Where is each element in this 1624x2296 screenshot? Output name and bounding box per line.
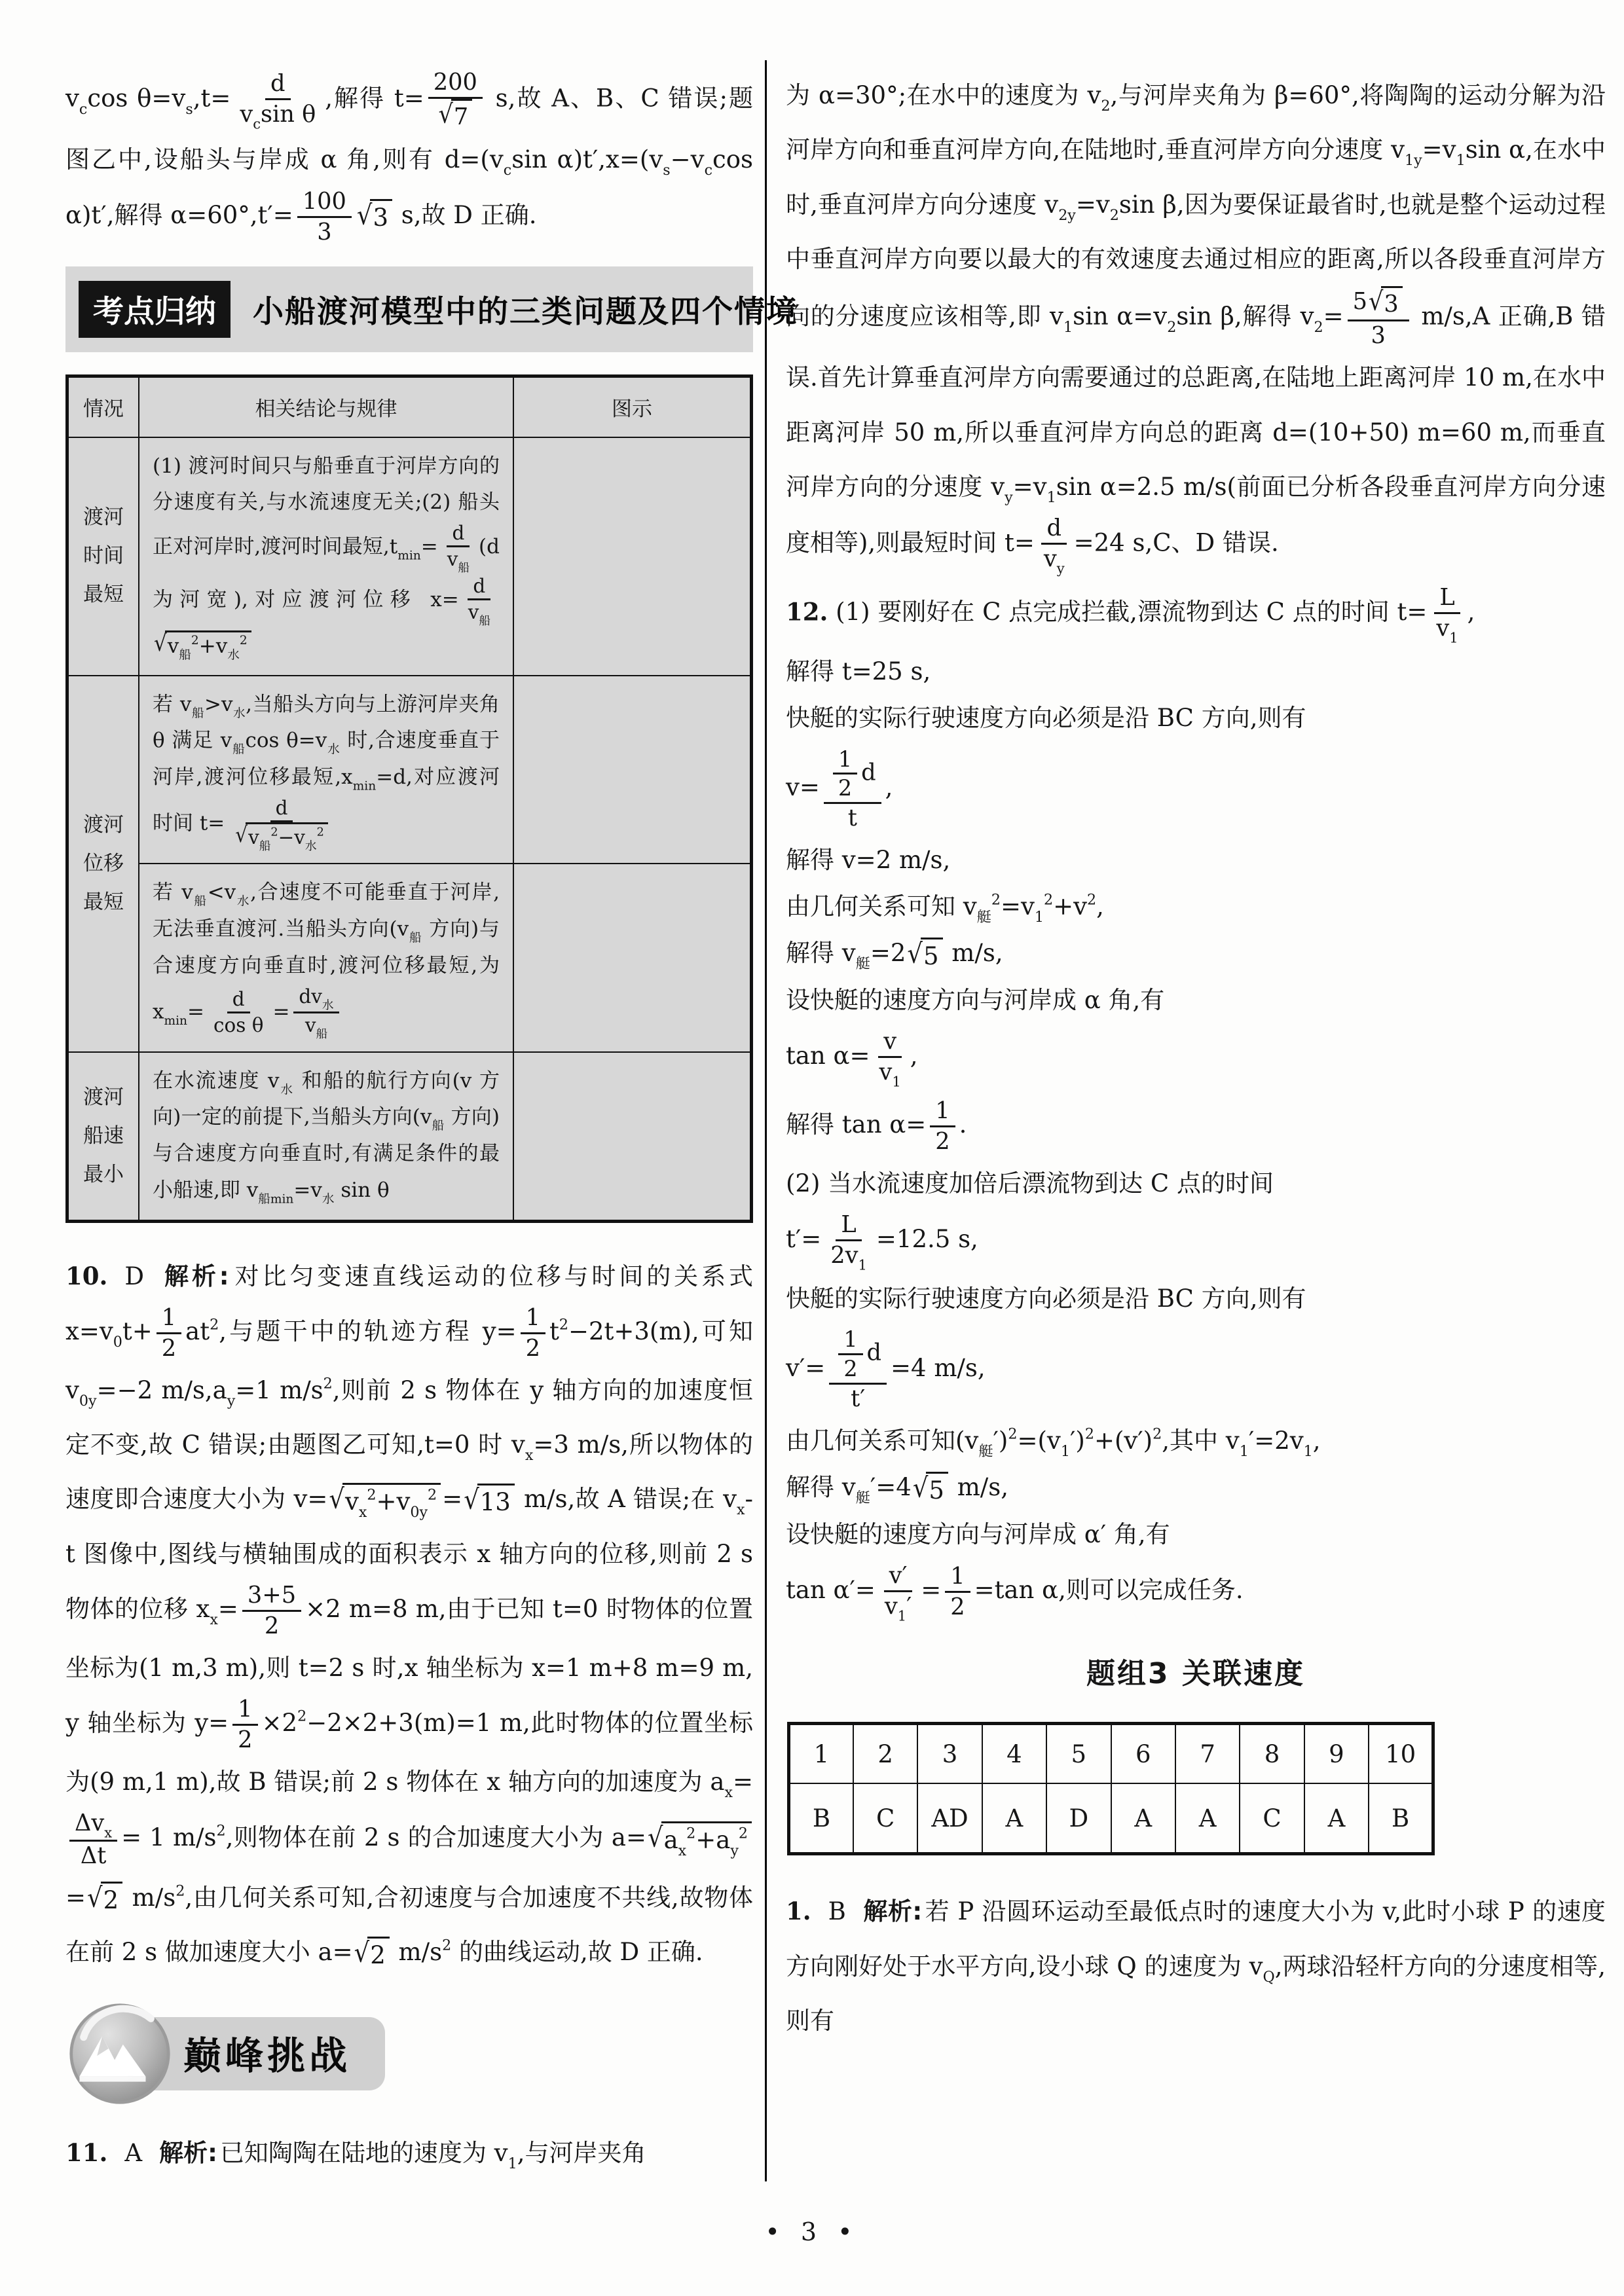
problem-12-line xyxy=(786,934,1606,972)
problem-12-line-text: 解得 t=25 s, xyxy=(786,657,931,686)
peak-challenge-label: 巅峰挑战 xyxy=(138,2017,385,2090)
answer-question-number: 8 xyxy=(1240,1724,1304,1784)
problem-12-line-text: 解得 $v_艇'=4$ √ 5 m/s, xyxy=(786,1471,1008,1507)
boat-model-table xyxy=(65,374,753,1223)
table-row xyxy=(67,676,752,864)
problem-12-line xyxy=(786,1468,1606,1506)
problem-12-line xyxy=(786,1421,1606,1460)
problem-12-line-text: 解得 v=2 m/s, xyxy=(786,846,951,875)
diagram-cell xyxy=(513,437,752,676)
conclusion-min-displacement-a: 若 $v_船>v_水$,当船头方向与上游河岸夹角 θ 满足 $v_船\cos$ $\theta=v_水$ 时,合速度垂直于河岸,渡河位移最短$,x_{min}=d$,对应渡河时间 t= d √ $v_船^2-v_水^2$ xyxy=(139,676,513,864)
problem-12-line xyxy=(786,1279,1606,1318)
problem-12-line xyxy=(786,1027,1606,1089)
situation-min-displacement: 渡河位移最短 xyxy=(67,676,139,1052)
problem-11-body: 已知陶陶在陆地的速度为 $v_1$,与河岸夹角 xyxy=(219,2139,646,2173)
problem-1-body: 若 P 沿圆环运动至最低点时的速度大小为 v,此时小球 P 的速度方向刚好处于水平方向,设小球 Q 的速度为 $v_Q$,两球沿轻杆方向的分速度相等,则有 xyxy=(786,1897,1606,2035)
conclusion-min-displacement-b: 若 $v_船<v_水$,合速度不可能垂直于河岸,无法垂直渡河.当船头方向($v_船$ 方向)与合速度方向垂直时,渡河位移最短,为 $x_{min}=$ $\frac{d}{\text{cos θ}}$ = $\frac{dv_水}{v_船}$ xyxy=(139,864,513,1051)
problem-12-line-text: 解得 $v_艇=2$ √ 5 m/s, xyxy=(786,938,1003,973)
problem-12-line-text: v′= $\frac{1}{2}$ d t′ =4 m/s, xyxy=(786,1326,986,1412)
answer-cell: D xyxy=(1046,1783,1111,1854)
problem-12-line-text: 解得 tan α= $\frac{1}{2}$ . xyxy=(786,1097,967,1155)
answer-question-number: 7 xyxy=(1175,1724,1240,1784)
problem-10-answer: D xyxy=(124,1262,145,1290)
problem-11-answer: A xyxy=(124,2139,143,2168)
problem-10-body: 对比匀变速直线运动的位移与时间的关系式 $x=v_0t+$ $\frac{1}{2}$ $at^2$,与题干中的轨迹方程 y= $\frac{1}{2}$ $t^2-2t+3(m)$,可知 $v_{0y}=-2$ $m/s,a_y=1$ $m/s^2$,则前 2 s 物体在 y 轴方向的加速度恒定不变,故 C 错误;由题图乙可知,t=0 时 $v_x=3$ m/s,所以物体的速度即合速度大小为 v= √ $v_x^2+v_{0y}^2$ = √ 13 m/s,故 A 错误;在 $v_x-t$ 图像中,图线与横轴围成的面积表示 x 轴方向的位移,则前 2 s 物体的位移 $x_x=$ $\frac{3+5}{2}$ ×2 m=8 m,由于已知 t=0 时物体的位置坐标为(1 m,3 m),则 t=2 s 时,x 轴坐标为 x=1 m+8 m=9 m, y 轴坐标为 y= $\frac{1}{2}$ $\times 2^2-2\times 2+3(m)=1$ m,此时物体的位置坐标为(9 m,1 m),故 B 错误;前 2 s 物体在 x 轴方向的加速度为 $a_x=$ $\frac{\Delta v_x}{\Delta t}$ = 1 $m/s^2$,则物体在前 2 s 的合加速度大小为 a= √ $a_x^2+a_y^2$ = √ 2 $m/s^2$,由几何关系可知,合初速度与合加速度不共线,故物体在前 2 s 做加速度大小 a= √ 2 $m/s^2$ 的曲线运动,故 D 正确. xyxy=(65,1262,753,1966)
problem-12-line-text: (2) 当水流速度加倍后漂流物到达 C 点的时间 xyxy=(786,1169,1274,1197)
peak-challenge-badge xyxy=(68,2001,753,2106)
conclusion-min-time: (1) 渡河时间只与船垂直于河岸方向的分速度有关,与水流速度无关;(2) 船头正对河岸时,渡河时间最短$,t_{min}=$ $\frac{d}{v_船}$ (d 为河宽),对应渡河位移 x= $\frac{d}{v_船}$ √ $v_船^2+v_水^2$ xyxy=(139,437,513,676)
problem-12-line xyxy=(786,699,1606,737)
diagram-cell xyxy=(513,676,752,864)
answer-cell: C xyxy=(1240,1783,1304,1854)
problem-12-line-text: tan α′= $\frac{v'}{v_1'}$ = $\frac{1}{2}$ =tan α,则可以完成任务. xyxy=(786,1561,1244,1624)
problem-12-line-text: 设快艇的速度方向与河岸成 α′ 角,有 xyxy=(786,1520,1170,1548)
model-table-header-situation: 情况 xyxy=(67,376,139,437)
answer-cell: AD xyxy=(917,1783,982,1854)
answer-cell: A xyxy=(1304,1783,1369,1854)
analysis-label: 解析: xyxy=(159,2139,217,2168)
key-points-header xyxy=(65,266,798,352)
answer-value-row xyxy=(789,1783,1433,1854)
problem-12-line xyxy=(786,746,1606,833)
model-table-header-conclusion: 相关结论与规律 xyxy=(139,376,513,437)
answer-question-number: 9 xyxy=(1304,1724,1369,1784)
problem-12-line xyxy=(786,652,1606,691)
problem-12-line xyxy=(786,1326,1606,1413)
problem-12-line xyxy=(786,1097,1606,1156)
problem-12-line xyxy=(786,1561,1606,1623)
analysis-label: 解析: xyxy=(161,1262,229,1290)
model-table-header-row xyxy=(67,376,752,437)
answer-cell: A xyxy=(1111,1783,1175,1854)
right-column xyxy=(786,68,1606,2052)
column-divider xyxy=(765,60,767,2181)
answer-cell: B xyxy=(1369,1783,1433,1854)
answer-question-number: 3 xyxy=(917,1724,982,1784)
answer-header-row xyxy=(789,1724,1433,1784)
problem-1-number: 1. xyxy=(786,1897,811,1926)
problem-1 xyxy=(786,1884,1606,2048)
problem-10-number: 10. xyxy=(65,1261,108,1290)
page-number: • 3 • xyxy=(765,2217,859,2246)
conclusion-min-boat-speed: 在水流速度 $v_水$ 和船的航行方向(v 方向)一定的前提下,当船头方向($v_船$ 方向)与合速度方向垂直时,有满足条件的最小船速,即 $v_{船min}=v_水$ sin θ xyxy=(139,1052,513,1222)
answer-question-number: 10 xyxy=(1369,1724,1433,1784)
answer-cell: B xyxy=(789,1783,853,1854)
answer-cell: C xyxy=(853,1783,917,1854)
problem-12-line-text: 快艇的实际行驶速度方向必须是沿 BC 方向,则有 xyxy=(786,1285,1306,1313)
mountain-peak-icon xyxy=(68,2002,172,2105)
problem-12-line xyxy=(786,1211,1606,1272)
problem-12-line xyxy=(786,583,1606,645)
problem-11-continuation: 为 α=30°;在水中的速度为 $v_2$,与河岸夹角为 β=60°,将陶陶的运动分解为沿河岸方向和垂直河岸方向,在陆地时,垂直河岸方向分速度 $v_{1y}=v_1\sin$ α,在水中时,垂直河岸方向分速度 $v_{2y}=v_2\sin$ β,因为要保证最省时,也就是整个运动过程中垂直河岸方向要以最大的有效速度去通过相应的距离,所以各段垂直河岸方向的分速度应该相等,即 $v_1\sin$ $\alpha=v_2\sin$ β,解得 $v_2=$ 5 √ 3 3 m/s,A 正确,B 错误.首先计算垂直河岸方向需要通过的总距离,在陆地上距离河岸 10 m,在水中距离河岸 50 m,所以垂直河岸方向总的距离 d=(10+50) m=60 m,而垂直河岸方向的分速度 $v_y=v_1\sin$ α=2.5 m/s(前面已分析各段垂直河岸方向分速度相等),则最短时间 t= $\frac{d}{v_y}$ =24 s,C、D 错误. xyxy=(786,81,1606,577)
situation-min-time: 渡河时间最短 xyxy=(67,437,139,676)
answer-question-number: 4 xyxy=(982,1724,1046,1784)
key-points-title: 小船渡河模型中的三类问题及四个情境 xyxy=(253,293,798,330)
diagram-cell xyxy=(513,1052,752,1222)
problem-12-line-text: 快艇的实际行驶速度方向必须是沿 BC 方向,则有 xyxy=(786,704,1306,733)
key-points-badge: 考点归纳 xyxy=(79,281,231,338)
problem-12-line-text: t′= $\frac{L}{2v_1}$ =12.5 s, xyxy=(786,1211,978,1273)
answer-question-number: 5 xyxy=(1046,1724,1111,1784)
problem-12-line xyxy=(786,1515,1606,1554)
problem-12-line xyxy=(786,1164,1606,1203)
problem-12-line-text: v= $\frac{1}{2}$ d t , xyxy=(786,746,893,832)
answer-question-number: 2 xyxy=(853,1724,917,1784)
answer-question-number: 1 xyxy=(789,1724,853,1784)
situation-min-boat-speed: 渡河船速最小 xyxy=(67,1052,139,1222)
problem-11 xyxy=(65,2126,753,2180)
problem-12-line xyxy=(786,841,1606,879)
problem-12-line-text: (1) 要刚好在 C 点完成拦截,漂流物到达 C 点的时间 t= $\frac{L}{v_1}$ , xyxy=(836,583,1475,646)
problem-10 xyxy=(65,1249,753,1979)
intro-paragraph: $v_c\cos$ $\theta=v_s,t=$ $\frac{d}{v_c\sin \theta}$ ,解得 t= 200 √ 7 s,故 A、B、C 错误;题图乙中,设船头与岸成 α 角,则有 $d=(v_c\sin$ $\alpha)t',x=(v_s-v_c\cos$ α)t′,解得 α=60°,t′= $\frac{100}{3}$ √ 3 s,故 D 正确. xyxy=(65,69,753,246)
answer-key-table xyxy=(787,1722,1435,1855)
answer-cell: A xyxy=(982,1783,1046,1854)
analysis-label: 解析: xyxy=(862,1897,923,1926)
problem-12-number: 12. xyxy=(786,596,828,626)
table-row xyxy=(67,864,752,1051)
table-row xyxy=(67,1052,752,1222)
problem-1-answer: B xyxy=(828,1897,846,1926)
problem-12-line-text: tan α= $\frac{v}{v_1}$ , xyxy=(786,1028,918,1090)
answer-question-number: 6 xyxy=(1111,1724,1175,1784)
model-table-header-diagram: 图示 xyxy=(513,376,752,437)
problem-12-line-text: 设快艇的速度方向与河岸成 α 角,有 xyxy=(786,985,1165,1014)
problem-11-number: 11. xyxy=(65,2138,108,2168)
problem-12 xyxy=(786,583,1606,1623)
problem-12-line xyxy=(786,981,1606,1019)
question-group-heading: 题组3 关联速度 xyxy=(1086,1657,1305,1691)
table-row xyxy=(67,437,752,676)
diagram-cell xyxy=(513,864,752,1051)
problem-12-line-text: 由几何关系可知$(v_艇')^2=(v_1')^2+(v')^2$,其中 $v_1'=2v_1$, xyxy=(786,1425,1321,1460)
problem-12-line-text: 由几何关系可知 $v_艇^2=v_1^2+v^2$, xyxy=(786,891,1104,926)
left-column xyxy=(65,68,798,2185)
problem-12-line xyxy=(786,887,1606,926)
answer-cell: A xyxy=(1175,1783,1240,1854)
